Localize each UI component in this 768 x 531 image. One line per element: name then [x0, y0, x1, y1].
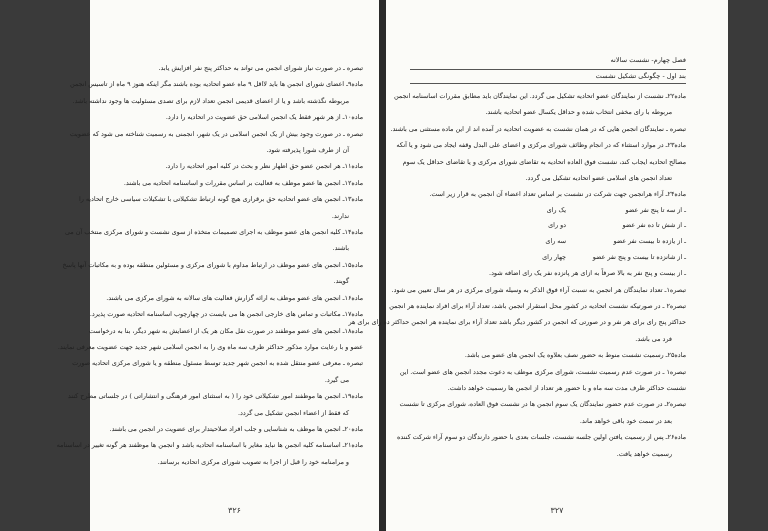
text-line: ماده۲۲ـ نشست از نمایندگان عضو اتحادیه تشکیل می گردد. این نمایندگان باید مطابق مقررات اساسنامه انجمن	[393, 92, 686, 100]
vote-count: سه رای	[545, 237, 566, 246]
text-line: نشست حداکثر ظرف مدت سه ماه و با حضور هر تعداد از انجمن ها رسمیت خواهد داشت.	[447, 384, 686, 393]
text-line: حداکثر پنج رای برای هر نفر و در صورتی که انجمن در کشور دیگر باشد تعداد آراء برای نماینده هر انجمن حداکثر ده رای برای هر	[348, 318, 686, 327]
text-line: ندارند.	[331, 211, 349, 220]
text-line: و مرامنامه خود را قبل از اجرا به تصویب شورای مرکزی اتحادیه برسانند.	[157, 457, 349, 466]
vote-count: چهار رای	[542, 252, 566, 261]
vote-row	[410, 250, 686, 266]
text-line: بعد در سمت خود باقی خواهد ماند.	[579, 416, 672, 425]
text-line: که فقط از اعضاء انجمن تشکیل می گردد.	[237, 408, 349, 417]
text-line: باشند.	[332, 244, 349, 253]
text-line: تبصره۱ـ تعداد نمایندگان هر انجمن به نسبت آراء فوق الذکر به وسیله شورای مرکزی در هر سال تعیین می شود.	[391, 285, 686, 294]
text-line: عضو و با رعایت موارد مذکور حداکثر ظرف سه ماه وی را به انجمن اسلامی شهر جدید جهت عضویت معرفی نمایند.	[57, 342, 363, 351]
text-line: ماده۲۰ـ انجمن ها موظف به شناسایی و جلب افراد صلاحیتدار برای عضویت در انجمن می باشند.	[109, 424, 363, 433]
text-line: ماده۱۷ـ مکاتبات و تماس های خارجی انجمن ها می بایست در چهارچوب اساسنامه اتحادیه صورت پذیرد.	[89, 310, 363, 319]
text-line: آن از طرف شورا پذیرفته شود.	[266, 146, 349, 155]
text-line: ماده۲۱ـ اساسنامه کلیه انجمن ها نباید مغایر با اساسنامه اتحادیه باشد و انجمن ها موظفند هر گونه تغییر در اساسنامه	[56, 441, 363, 450]
text-line: تبصره۲ـ در صورت عدم حضور نمایندگان یک سوم انجمن ها در نشست فوق العاده، شورای مرکزی تا نشست	[399, 400, 686, 409]
text-line: ماده۲۳ـ در موارد استثناء که در انجام وظائف شورای مرکزی و اعضای علی البدل وقفه ایجاد می شود و یا آنکه	[396, 141, 686, 150]
vote-member-range: ـ از یازده تا بیست نفر عضو	[613, 237, 686, 246]
vote-row	[410, 234, 686, 250]
text-line: ماده۱۸ـ انجمن های عضو موظفند در صورت نقل مکان هر یک از اعضایش به شهر دیگر، بنا به درخواست	[88, 326, 363, 335]
text-line: مربوطه با رای مخفی انتخاب شده و حداقل یکسال عضو اتحادیه باشند.	[485, 108, 672, 117]
text-line: ماده۱۲ـ انجمن ها عضو موظف به فعالیت بر اساس مقررات و اساسنامه اتحادیه می باشند.	[123, 178, 363, 187]
text-line: ـ از بیست و پنج نفر به بالا صرفاً به ازای هر پانزده نفر یک رای اضافه شود.	[489, 269, 686, 278]
vote-member-range: ـ از شش تا ده نفر عضو	[622, 221, 686, 230]
text-line: گویند.	[333, 277, 349, 286]
left-page-text	[56, 60, 363, 470]
page-number: ۳۲۷	[550, 506, 564, 515]
vote-count: یک رای	[546, 205, 566, 214]
text-line: تبصره ـ نمایندگان انجمن هایی که در همان نشست به عضویت اتحادیه در آمده اند از این ماده مستثنی می باشند.	[390, 124, 686, 133]
text-line: ماده۹ـ اعضای شورای انجمن ها باید لااقل ۹ ماه عضو اتحادیه بوده باشند مگر اینکه هنوز ۹ ماه از تاسیس انجمن	[70, 80, 363, 89]
text-line: تبصره۲ ـ در صورتیکه نشست اتحادیه در کشور محل استقرار انجمن باشد، تعداد آراء برای افراد نماینده هر انجمن	[389, 302, 686, 311]
text-line: ماده۱۱ـ هر انجمن عضو حق اظهار نظر و بحث در کلیه امور اتحادیه را دارد.	[165, 162, 363, 171]
vote-member-range: ـ از سه تا پنج نفر عضو	[625, 205, 686, 214]
text-line: رسمیت خواهد یافت.	[616, 449, 672, 458]
text-line: مصالح اتحادیه ایجاب کند، نشست فوق العاده اتحادیه به تقاضای شورای مرکزی و یا تقاضای حداقل یک سوم	[402, 157, 686, 166]
text-line: تبصره ـ معرفی عضو منتقل شده به انجمن شهر جدید توسط مسئول منطقه و یا شورای مرکزی اتحادیه صورت	[72, 359, 363, 368]
text-line: مربوطه نگذشته باشد و یا از اعضای قدیمی انجمن تعداد لازم برای تصدی مسئولیت ها وجود نداشته باشد.	[72, 96, 349, 105]
right-page	[348, 0, 728, 531]
left-page	[56, 0, 379, 531]
text-line: ماده۱۰ـ از هر شهر فقط یک انجمن اسلامی حق عضویت در اتحادیه را دارد.	[165, 113, 363, 122]
text-line: فرد می باشد.	[635, 334, 672, 343]
text-line: ماده۱۴ـ کلیه انجمن های عضو موظف به اجرای تصمیمات متخذه از سوی نشست و شورای مرکزی منتخب آن می	[64, 228, 363, 237]
text-line: ماده۲۵ـ رسمیت نشست منوط به حضور نصف بعلاوه یک انجمن های عضو می باشد.	[464, 351, 686, 360]
text-line: ماده۱۹ـ انجمن ها موظفند امور تشکیلاتی خود را ( به استثنای امور فرهنگی و انتشاراتی ) در جلساتی مطرح کنند	[67, 392, 363, 401]
text-line: ماده۲۶ـ پس از رسمیت یافتن اولین جلسه نشست، جلسات بعدی با حضور دارندگان دو سوم آراء شرکت کننده	[397, 433, 686, 442]
text-line: تعداد انجمن های اسلامی عضو اتحادیه تشکیل می گردد.	[525, 174, 672, 183]
text-line: ماده۱۳ـ انجمن های عضو اتحادیه حق برقراری هیچ گونه ارتباط تشکیلاتی با تشکیلات سیاسی خارج اتحادیه را	[78, 195, 363, 204]
text-line: تبصره ـ در صورت نیاز شورای انجمن می تواند به حداکثر پنج نفر افزایش یابد.	[158, 64, 363, 72]
text-line: تبصره۱ ـ در صورت عدم رسمیت نشست، شورای مرکزی موظف به دعوت مجدد انجمن های عضو است. این	[399, 367, 686, 376]
vote-count: دو رای	[548, 221, 566, 230]
chapter-title: فصل چهارم- نشست سالانه	[610, 56, 686, 64]
text-line: می گیرد.	[324, 375, 349, 384]
text-line: ماده۱۵ـ انجمن های عضو موظف در ارتباط مداوم با شورای مرکزی و مسئولین منطقه بوده و به مکاتبات آنها پاسخ	[62, 260, 363, 269]
text-line: ماده۱۶ـ انجمن های عضو موظف به ارائه گزارش فعالیت های سالانه به شورای مرکزی می باشند.	[106, 293, 363, 302]
book-gutter	[379, 0, 386, 531]
page-number: ۳۲۶	[228, 506, 241, 515]
section-title: بند اول - چگونگی تشکیل نشست	[410, 69, 686, 84]
text-line: تبصره ـ در صورت وجود بیش از یک انجمن اسلامی در یک شهر، انجمنی به رسمیت شناخته می شود که عضویت	[69, 129, 363, 138]
vote-row	[410, 203, 686, 219]
right-page-text	[348, 54, 686, 462]
vote-row	[410, 218, 686, 234]
text-line: ماده۲۴ـ آراء هرانجمن جهت شرکت در نشست بر اساس تعداد اعضاء آن انجمن به قرار زیر است.	[429, 190, 686, 199]
vote-member-range: ـ از شانزده تا بیست و پنج نفر عضو	[592, 252, 686, 261]
